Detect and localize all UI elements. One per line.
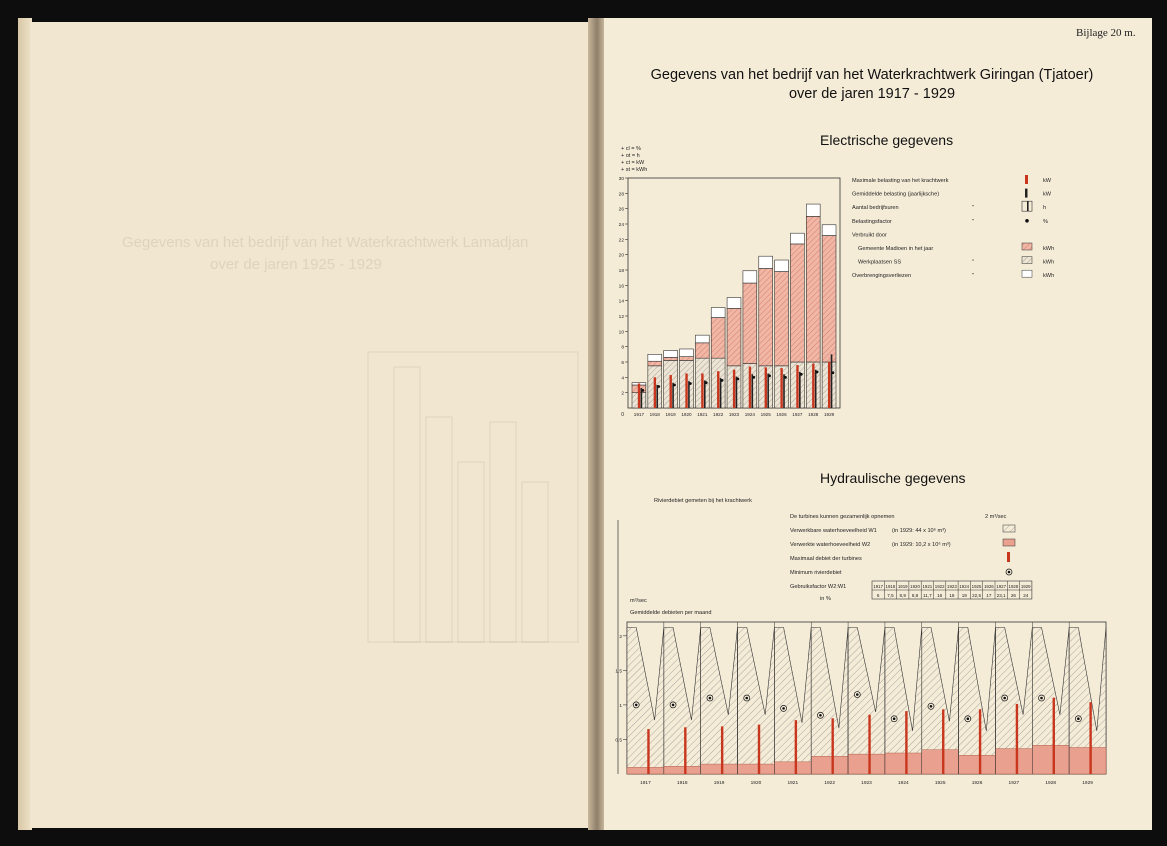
usage-value: 6	[876, 593, 880, 598]
hyd-min-dot	[1003, 697, 1006, 700]
bar-overbrengingsverliezen	[759, 256, 773, 268]
hyd-w2-band	[1032, 745, 1069, 774]
usage-year: 1922	[934, 584, 945, 589]
load-factor-point	[657, 385, 660, 388]
x-tick-label: 1918	[649, 412, 660, 417]
bar-gemeente-madioen	[711, 318, 725, 359]
max-load-bar	[796, 365, 798, 408]
hyd-x-label: 1917	[640, 781, 651, 786]
origin-label: 0	[621, 412, 624, 418]
hyd-x-label: 1918	[676, 781, 688, 786]
hyd-w2-band	[1069, 747, 1106, 774]
avg-load-bar	[783, 374, 785, 408]
hydraulic-section-title: Hydraulische gegevens	[820, 470, 966, 486]
legend-label: Belastingsfactor	[852, 218, 892, 225]
hyd-debit-area	[664, 628, 701, 775]
hyd-max-turbine	[647, 729, 649, 774]
hyd-x-label: 1920	[750, 781, 762, 786]
hyd-x-label: 1919	[713, 781, 725, 786]
hyd-max-turbine	[795, 720, 797, 774]
avg-load-bar	[704, 380, 706, 408]
legend-swatch-hours-bar	[1027, 201, 1029, 211]
usage-year: 1917	[873, 584, 884, 589]
hyd-x-label: 1928	[1045, 781, 1057, 786]
hyd-min-dot	[672, 704, 675, 707]
legend-ditto: "	[972, 273, 974, 280]
hyd-legend-label: Verwerkte waterhoeveelheid W2	[790, 542, 871, 548]
max-load-bar	[780, 368, 782, 408]
load-factor-point	[721, 379, 724, 382]
usage-value: 8,9	[899, 593, 906, 598]
usage-value: 26	[1010, 593, 1017, 598]
hyd-x-label: 1926	[971, 781, 983, 786]
bar-overbrengingsverliezen	[822, 225, 836, 236]
max-load-bar	[812, 364, 814, 408]
legend-swatch-factor	[1025, 219, 1029, 223]
bar-overbrengingsverliezen	[664, 351, 678, 358]
hyd-w2-band	[774, 762, 811, 774]
legend-unit: kWh	[1043, 273, 1055, 280]
y-tick-label: 8	[621, 345, 624, 351]
legend-label: Gemiddelde belasting (jaarlijksche)	[852, 191, 940, 198]
hyd-min-dot	[856, 693, 859, 696]
usage-value: 16	[937, 593, 943, 598]
legend-unit: %	[1043, 218, 1048, 225]
load-factor-point	[816, 371, 819, 374]
max-load-bar	[701, 374, 703, 409]
y-tick-label: 30	[618, 177, 624, 182]
x-tick-label: 1928	[808, 412, 819, 417]
x-tick-label: 1925	[760, 412, 771, 417]
legend-swatch-werkplaatsen	[1022, 257, 1032, 264]
avg-load-bar	[799, 372, 801, 408]
x-tick-label: 1927	[792, 412, 803, 417]
hyd-legend-value: (in 1929: 10,2 x 10⁶ m³)	[892, 542, 951, 548]
page-title-line1: Gegevens van het bedrijf van het Waterkrachtwerk Giringan (Tjatoer)	[650, 67, 1094, 83]
usage-value: 22,5	[972, 593, 982, 598]
max-load-bar	[638, 383, 640, 408]
bar-gemeente-madioen	[759, 268, 773, 365]
hyd-y-tick-label: 1.5	[615, 669, 622, 675]
appendix-label: Bijlage 20 m.	[1076, 27, 1136, 39]
legend-unit: h	[1043, 205, 1047, 212]
legend-swatch-max	[1025, 175, 1028, 184]
hyd-w2-band	[995, 749, 1032, 774]
bar-gemeente-madioen	[664, 357, 678, 360]
legend-label: Verbruikt door	[852, 232, 887, 239]
usage-year: 1921	[922, 584, 933, 589]
hyd-debit-area	[627, 628, 664, 775]
usage-value: 7,5	[887, 593, 894, 598]
y-tick-label: 26	[618, 207, 624, 213]
page-title-line2: over de jaren 1917 - 1929	[788, 86, 956, 102]
usage-value: 18	[949, 593, 955, 598]
x-tick-label: 1919	[665, 412, 676, 417]
max-load-bar	[765, 367, 767, 408]
y-tick-label: 6	[621, 361, 624, 366]
x-tick-label: 1924	[744, 412, 755, 417]
bar-overbrengingsverliezen	[648, 354, 662, 361]
avg-load-bar	[815, 370, 817, 408]
max-load-bar	[749, 367, 751, 408]
hyd-debit-area	[848, 628, 885, 775]
hyd-swatch-w2	[1003, 539, 1015, 546]
hyd-legend-label: Maximaal debiet der turbines	[790, 556, 862, 562]
usage-year: 1920	[910, 584, 920, 589]
usage-value: 17	[986, 593, 992, 598]
y-tick-label: 24	[618, 223, 624, 228]
load-factor-point	[752, 376, 755, 379]
usage-label: Gebruiksfactor W2:W1	[790, 584, 847, 590]
usage-year: 1929	[1020, 584, 1031, 589]
hyd-debit-area	[738, 628, 775, 775]
hyd-max-turbine	[1089, 702, 1091, 774]
avg-load-bar	[656, 385, 658, 408]
unit-label: + ot = h	[621, 153, 640, 159]
hyd-y-tick-label: 1	[619, 703, 622, 709]
bar-overbrengingsverliezen	[806, 204, 820, 216]
hyd-w2-band	[701, 764, 738, 774]
hyd-legend-label: Minimum rivierdebiet	[790, 570, 842, 576]
hyd-x-label: 1923	[861, 781, 872, 786]
legend-label: Aantal bedrijfsuren	[852, 205, 899, 212]
bar-overbrengingsverliezen	[680, 349, 694, 357]
hyd-w2-band	[811, 756, 848, 774]
hyd-x-label: 1924	[898, 781, 909, 786]
x-tick-label: 1917	[633, 412, 645, 417]
legend-unit: kWh	[1043, 259, 1055, 266]
max-load-bar	[717, 371, 719, 408]
hyd-legend-label: Verwerkbare waterhoeveelheid W1	[790, 528, 877, 534]
load-factor-point	[689, 382, 692, 385]
hyd-min-dot	[782, 707, 785, 710]
hyd-debit-area	[811, 628, 848, 775]
avg-load-bar	[831, 354, 833, 408]
hyd-max-turbine	[831, 718, 833, 774]
bar-gemeente-madioen	[727, 308, 741, 366]
hyd-min-dot	[745, 697, 748, 700]
hyd-w2-band	[664, 766, 701, 774]
bar-overbrengingsverliezen	[711, 308, 725, 318]
x-tick-label: 1922	[713, 412, 724, 417]
legend-swatch-gemeente	[1022, 243, 1032, 250]
usage-year: 1926	[983, 584, 994, 589]
bar-overbrengingsverliezen	[743, 271, 757, 283]
hyd-min-dot	[635, 704, 638, 707]
load-factor-point	[673, 384, 676, 387]
x-tick-label: 1921	[697, 412, 708, 417]
bar-gemeente-madioen	[806, 216, 820, 362]
hyd-w2-band	[959, 755, 996, 774]
unit-label: + st = kWh	[621, 167, 648, 173]
hyd-max-turbine	[942, 709, 944, 774]
x-tick-label: 1926	[776, 412, 787, 417]
y-tick-label: 14	[618, 299, 624, 305]
max-load-bar	[685, 374, 687, 409]
avg-load-bar	[688, 381, 690, 408]
hyd-max-turbine	[1053, 698, 1055, 774]
hyd-unit-label: m³/sec	[630, 598, 647, 604]
left-ghost-title-2: over de jaren 1925 - 1929	[210, 256, 382, 273]
y-tick-label: 16	[618, 284, 624, 290]
hyd-max-turbine	[868, 715, 870, 774]
hyd-max-turbine	[979, 709, 981, 774]
hyd-min-dot	[1077, 717, 1080, 720]
hyd-monthly-label: Gemiddelde debieten per maand	[630, 610, 712, 616]
hyd-x-label: 1927	[1008, 781, 1020, 786]
load-factor-point	[768, 374, 771, 377]
hyd-x-label: 1929	[1082, 781, 1093, 786]
legend-ditto: "	[972, 218, 974, 225]
hyd-min-dot	[819, 714, 822, 717]
y-tick-label: 22	[618, 238, 624, 244]
legend-ditto: "	[972, 259, 974, 266]
load-factor-point	[736, 377, 739, 380]
avg-load-bar	[672, 383, 674, 408]
max-load-bar	[828, 362, 830, 408]
bar-gemeente-madioen	[743, 283, 757, 364]
hyd-min-dot	[930, 705, 933, 708]
hyd-legend-value: (in 1929: 44 x 10⁶ m³)	[892, 528, 946, 534]
avg-load-bar	[736, 377, 738, 408]
legend-label: Overbrengingsverliezen	[852, 273, 912, 280]
load-factor-point	[832, 371, 835, 374]
legend-label: Gemeente Madioen in het jaar	[858, 246, 934, 252]
legend-swatch-avg	[1025, 189, 1028, 198]
usage-year: 1918	[885, 584, 896, 589]
bar-overbrengingsverliezen	[727, 298, 741, 309]
max-load-bar	[733, 370, 735, 408]
hyd-w2-band	[885, 753, 922, 774]
usage-year: 1923	[947, 584, 957, 589]
bar-gemeente-madioen	[822, 236, 836, 363]
load-factor-point	[705, 381, 708, 384]
bar-overbrengingsverliezen	[790, 233, 804, 244]
hyd-max-turbine	[1016, 704, 1018, 774]
usage-year: 1924	[959, 584, 970, 589]
hyd-y-tick-label: 0.5	[615, 738, 622, 744]
usage-value: 23,1	[996, 593, 1006, 598]
legend-label: Maximale belasting van het krachtwerk	[852, 178, 949, 184]
hyd-legend-label: De turbines kunnen gezamenlijk opnemen	[790, 514, 895, 520]
usage-value: 24	[1023, 593, 1029, 598]
hyd-x-label: 1922	[824, 781, 835, 786]
hyd-legend-value: 2 m³/sec	[985, 514, 1007, 520]
bar-gemeente-madioen	[775, 272, 789, 366]
max-load-bar	[654, 377, 656, 408]
bar-gemeente-madioen	[648, 361, 662, 366]
hyd-min-dot	[709, 697, 712, 700]
legend-swatch-verliezen	[1022, 270, 1032, 277]
hyd-min-dot	[893, 717, 896, 720]
hyd-max-turbine	[721, 726, 723, 774]
hyd-w2-band	[627, 767, 664, 774]
y-tick-label: 10	[618, 330, 624, 336]
bar-overbrengingsverliezen	[775, 260, 789, 272]
usage-year: 1919	[897, 584, 908, 589]
hyd-w2-band	[848, 754, 885, 774]
load-factor-point	[784, 376, 787, 379]
bar-gemeente-madioen	[695, 343, 709, 358]
legend-ditto: "	[972, 205, 974, 212]
avg-load-bar	[752, 374, 754, 408]
usage-value: 8,8	[911, 593, 919, 598]
bar-gemeente-madioen	[790, 244, 804, 362]
load-factor-point	[641, 389, 644, 392]
hyd-swatch-min-dot	[1008, 571, 1011, 574]
load-factor-point	[800, 373, 803, 376]
x-tick-label: 1923	[728, 412, 740, 417]
hyd-debit-area	[885, 628, 922, 775]
river-label: Rivierdebiet gemeten bij het krachtwerk	[654, 498, 752, 504]
usage-value: 11,7	[923, 593, 932, 598]
hyd-max-turbine	[758, 725, 760, 774]
x-tick-label: 1929	[823, 412, 835, 417]
hyd-min-dot	[967, 717, 970, 720]
usage-year: 1925	[971, 584, 982, 589]
hyd-debit-area	[774, 628, 811, 775]
electrical-section-title: Electrische gegevens	[820, 132, 954, 148]
y-tick-label: 12	[618, 315, 624, 320]
hyd-swatch-max	[1007, 552, 1010, 562]
usage-unit: in %	[820, 596, 831, 602]
legend-label: Werkplaatsen SS	[858, 259, 902, 266]
legend-unit: kW	[1043, 178, 1052, 184]
unit-label: + cl = %	[621, 146, 641, 152]
hyd-x-label: 1925	[934, 781, 946, 786]
hyd-w2-band	[922, 750, 959, 774]
hyd-swatch-w1	[1003, 525, 1015, 532]
max-load-bar	[670, 375, 672, 408]
hyd-debit-area	[701, 628, 738, 775]
y-tick-label: 28	[618, 192, 624, 198]
legend-unit: kW	[1043, 191, 1052, 198]
usage-year: 1927	[996, 584, 1007, 589]
hyd-max-turbine	[684, 727, 686, 774]
y-tick-label: 20	[618, 253, 624, 259]
bar-overbrengingsverliezen	[695, 335, 709, 343]
hyd-w2-band	[738, 764, 775, 774]
hyd-y-tick-label: 2	[619, 634, 622, 640]
usage-year: 1928	[1008, 584, 1019, 589]
y-tick-label: 2	[621, 391, 624, 397]
hyd-min-dot	[1040, 697, 1043, 700]
hyd-x-label: 1921	[787, 781, 799, 786]
y-tick-label: 4	[621, 376, 624, 382]
hyd-max-turbine	[905, 711, 907, 774]
x-tick-label: 1920	[681, 412, 692, 417]
legend-unit: kWh	[1043, 246, 1055, 252]
hyd-debit-area	[959, 628, 996, 775]
usage-value: 19	[961, 593, 967, 598]
avg-load-bar	[767, 374, 769, 409]
avg-load-bar	[720, 378, 722, 408]
unit-label: + ct = kW	[621, 160, 645, 166]
left-ghost-title-1: Gegevens van het bedrijf van het Waterkrachtwerk Lamadjan	[122, 234, 529, 251]
bar-gemeente-madioen	[680, 357, 694, 361]
y-tick-label: 18	[618, 269, 624, 274]
